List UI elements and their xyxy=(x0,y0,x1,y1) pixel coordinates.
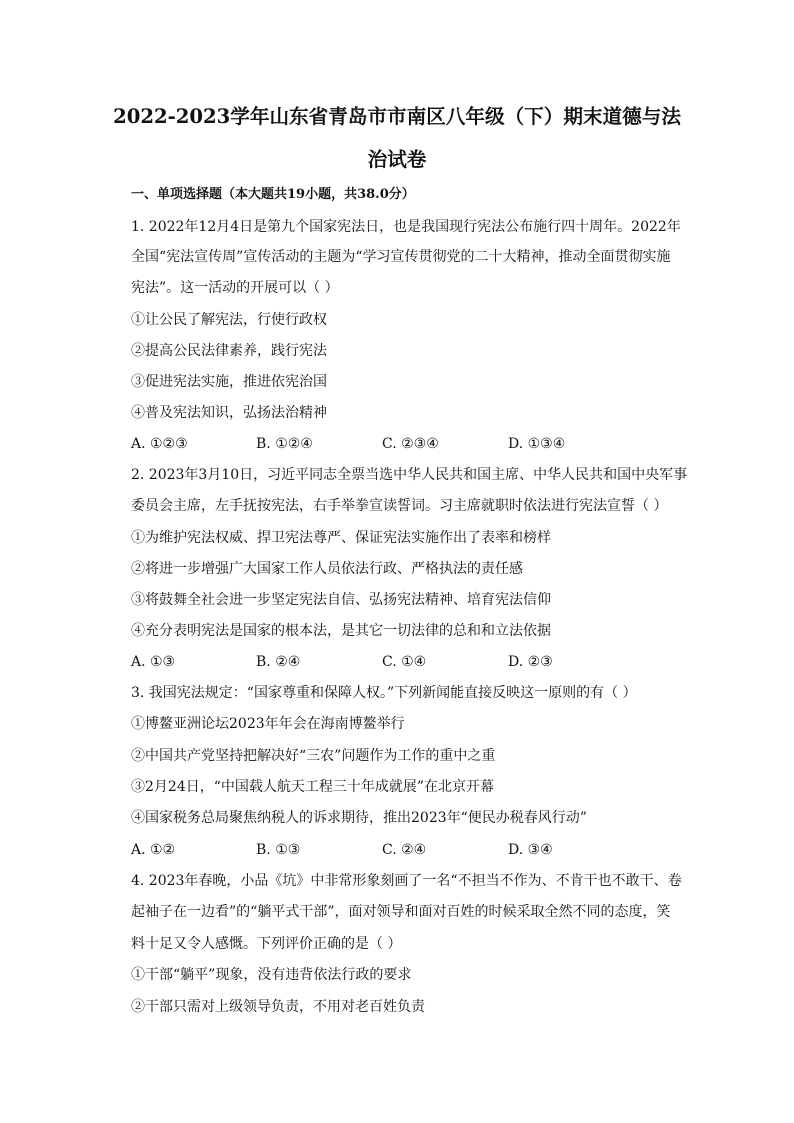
q1-statement-1: ①让公民了解宪法，行使行政权 xyxy=(131,312,327,328)
q3-option-c: C. ②④ xyxy=(382,842,427,858)
q2-stem-line-2: 委员会主席，左手抚按宪法，右手举拳宣读誓词。习主席就职时依法进行宪法宣誓（ ） xyxy=(131,498,668,514)
q1-stem-line-2: 全国“宪法宣传周”宣传活动的主题为“学习宣传贯彻党的二十大精神，推动全面贯彻实施 xyxy=(131,249,671,265)
q4-statement-2: ②干部只需对上级领导负责，不用对老百姓负责 xyxy=(131,999,425,1015)
q2-statement-1: ①为维护宪法权威、捍卫宪法尊严、保证宪法实施作出了表率和榜样 xyxy=(131,530,551,546)
q4-stem-line-2: 起袖子在一边看”的“躺平式干部”，面对领导和面对百姓的时候采取全然不同的态度，笑 xyxy=(131,904,671,920)
q1-option-a: A. ①②③ xyxy=(131,436,188,452)
q2-stem-line-1: 2. 2023年3月10日，习近平同志全票当选中华人民共和国主席、中华人民共和国中央军事 xyxy=(131,467,688,483)
q2-option-c: C. ①④ xyxy=(382,654,427,670)
q3-option-a: A. ①② xyxy=(131,842,176,858)
q2-statement-2: ②将进一步增强广大国家工作人员依法行政、严格执法的责任感 xyxy=(131,561,523,577)
q2-statement-3: ③将鼓舞全社会进一步坚定宪法自信、弘扬宪法精神、培育宪法信仰 xyxy=(131,592,551,608)
q1-statement-2: ②提高公民法律素养，践行宪法 xyxy=(131,343,327,359)
q1-option-c: C. ②③④ xyxy=(382,436,439,452)
q3-stem-line-1: 3. 我国宪法规定：“国家尊重和保障人权。”下列新闻能直接反映这一原则的有（ ） xyxy=(131,685,637,701)
q3-option-d: D. ③④ xyxy=(508,842,553,858)
section-heading: 一、单项选择题（本大题共19小题，共38.0分） xyxy=(131,187,415,202)
q1-option-b: B. ①②④ xyxy=(256,436,313,452)
q1-statement-4: ④普及宪法知识，弘扬法治精神 xyxy=(131,405,327,421)
q2-option-d: D. ②③ xyxy=(508,654,553,670)
q2-option-b: B. ②④ xyxy=(256,654,301,670)
q2-statement-4: ④充分表明宪法是国家的根本法，是其它一切法律的总和和立法依据 xyxy=(131,623,551,639)
q2-option-a: A. ①③ xyxy=(131,654,176,670)
q1-option-d: D. ①③④ xyxy=(508,436,566,452)
exam-title-line-2: 治试卷 xyxy=(367,148,427,171)
q4-stem-line-3: 料十足又令人感慨。下列评价正确的是（ ） xyxy=(131,936,402,952)
q3-statement-2: ②中国共产党坚持把解决好“三农”问题作为工作的重中之重 xyxy=(131,748,496,764)
q4-stem-line-1: 4. 2023年春晚，小品《坑》中非常形象刻画了一名“不担当不作为、不肯干也不敢干、卷 xyxy=(131,873,682,889)
q1-stem-line-1: 1. 2022年12月4日是第九个国家宪法日，也是我国现行宪法公布施行四十周年。2022年 xyxy=(131,219,681,235)
q1-stem-line-3: 宪法”。这一活动的开展可以（ ） xyxy=(131,280,339,296)
q3-statement-4: ④国家税务总局聚焦纳税人的诉求期待，推出2023年“便民办税春风行动” xyxy=(131,810,587,826)
q3-statement-3: ③2月24日，“中国载人航天工程三十年成就展”在北京开幕 xyxy=(131,779,495,795)
q3-statement-1: ①博鳌亚洲论坛2023年年会在海南博鳌举行 xyxy=(131,716,405,732)
q4-statement-1: ①干部“躺平”现象，没有违背依法行政的要求 xyxy=(131,967,412,983)
q1-statement-3: ③促进宪法实施，推进依宪治国 xyxy=(131,374,327,390)
exam-title-line-1: 2022-2023学年山东省青岛市市南区八年级（下）期末道德与法 xyxy=(113,105,681,128)
q3-option-b: B. ①③ xyxy=(256,842,301,858)
